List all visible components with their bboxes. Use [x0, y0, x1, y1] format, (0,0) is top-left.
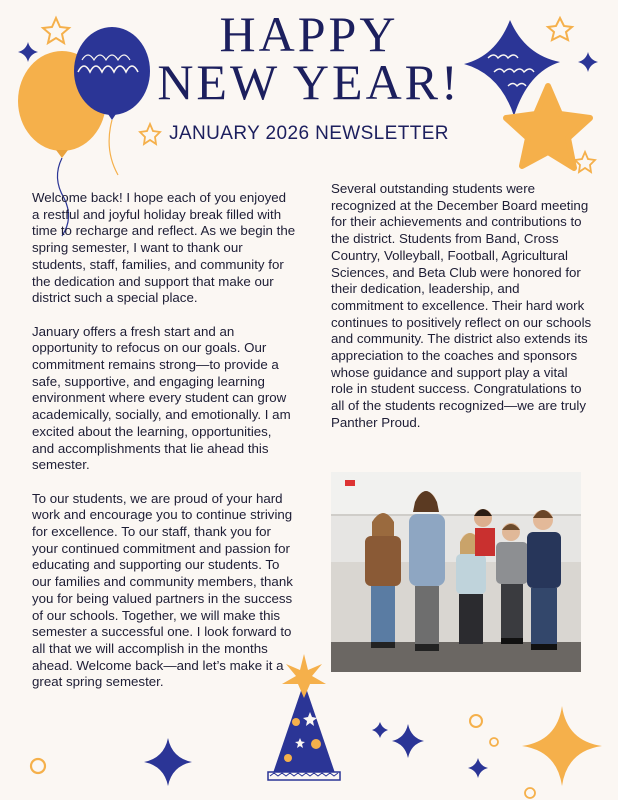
confetti-ring-icon [490, 738, 498, 746]
newsletter-subtitle: JANUARY 2026 NEWSLETTER [169, 123, 449, 144]
confetti-ring-icon [525, 788, 535, 798]
goals-paragraph: January offers a fresh start and an opportunity to refocus on our goals. Our commitment remains strong—to provide a safe, supportive, and engaging learning environment where every student can grow academically, socially, and emotionally. I am excited about the learning, opportunities, and accomplishments that lie ahead this semester. [32, 323, 291, 473]
sparkle-icon [468, 758, 488, 778]
outline-star-icon [575, 152, 595, 172]
welcome-paragraph: Welcome back! I hope each of you enjoyed a restful and joyful holiday break filled with time to recharge and reflect. As we begin the spring semester, I want to thank our students, staff, families, and community for the dedication and support that make our district such a special place. [32, 190, 296, 306]
right-column [331, 181, 593, 448]
recognition-paragraph: Several outstanding students were recognized at the December Board meeting for their achievements and contributions to the district. Students from Band, Cross Country, Volleyball, Football, Agricultural Sciences, and Beta Club were honored for their dedication, leadership, and commitment to excellence. Their hard work continues to positively reflect on our schools and community. The district also extends its appreciation to the coaches and sponsors whose guidance and support play a vital role in student success. Congratulations to all of the students recognized—we are truly Panther Proud. [331, 181, 592, 430]
sparkle-icon [144, 738, 192, 786]
thanks-paragraph: To our students, we are proud of your hard work and encourage you to continue striving for excellence. To our staff, thank you for your continued commitment and passion for educating and supporting our students. To our families and community members, thank you for being valued partners in the success of our schools. Together, we will make this semester a successful one. I look forward to all that we will accomplish in the months ahead. Welcome back—and let’s make it a great spring semester. [32, 490, 293, 690]
title-new-year: NEW YEAR! [157, 54, 461, 110]
confetti-ring-icon [31, 759, 45, 773]
student-group-photo [331, 472, 581, 672]
title-happy: HAPPY [219, 6, 399, 62]
sparkle-icon [392, 724, 424, 758]
sparkle-icon [372, 722, 388, 738]
gold-sparkle-icon [522, 706, 602, 786]
left-column [32, 190, 297, 708]
confetti-ring-icon [470, 715, 482, 727]
